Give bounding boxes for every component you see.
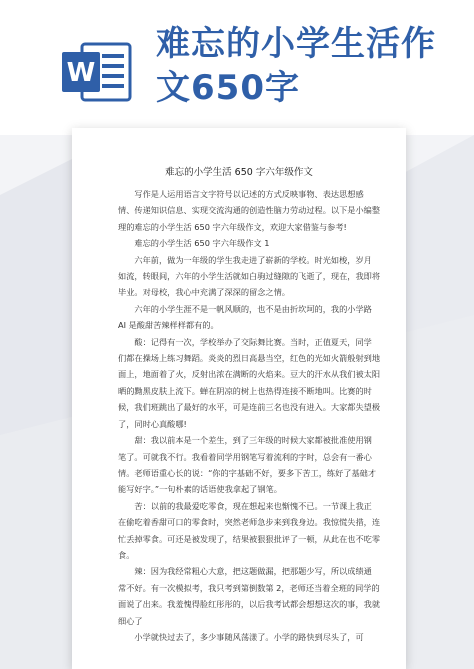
paragraph: 酸：记得有一次，学校举办了交际舞比赛。当时，正值夏天，同学们都在操场上练习舞蹈。炎炎的烈日高悬当空，红色的光如火箭般射到地面上，地面着了火，反射出浓在满断的火焰来。豆大的汗水从我们被太阳晒的黝黑皮肤上流下。蝉在阴凉的树上也热得连接不断地叫。比赛的时候，我们班跳出了最好的水平，可是连前三名也没有进入。大家都失望极了，同时心真酸哪! [118, 336, 381, 429]
document-title: 难忘的小学生活 650 字六年级作文 [165, 167, 313, 178]
header-banner [0, 0, 474, 135]
paragraph: 辣：因为我经常粗心大意，把这题做漏，把那题少写，所以成绩通常不好。有一次模拟考，我只考到第倒数第 2，老师还当着全班的同学的面说了出来。我羞愧得脸红彤彤的，以后我考试都会想想这次的事，我就细心了 [118, 566, 381, 626]
page-title [156, 22, 466, 110]
document-page [72, 128, 406, 669]
paragraph: 甜：我以前本是一个差生，到了三年级的时候大家都被批准使用钢笔了。可就我不行。我看着同学用钢笔写着流利的字时，总会有一番心情。老师语重心长的说：“你的字基础不好，要多下苦工，练好了基础才能写好字。”一句朴素的话语使我拿起了钢笔。 [118, 435, 377, 495]
paragraph: 小学就快过去了，多少事随风荡漾了。小学的路快到尽头了，可 [134, 631, 364, 642]
paragraph: 六年前，做为一年级的学生我走进了崭新的学校。时光如梭，岁月如流，转眼间，六年的小学生活就如白驹过缝隙的飞逝了，现在，我即将毕业。对母校，我心中充满了深深的留念之情。 [118, 254, 381, 298]
word-document-icon [62, 40, 134, 104]
paragraph: 难忘的小学生活 650 字六年级作文 1 [134, 238, 270, 249]
paragraph: 苦：以前的我最爱吃零食，现在想起来也惭愧不已。一节课上我正在偷吃着香甜可口的零食时，突然老师急步来到我身边。我惊慌失措，连忙丢掉零食。可还是被发现了，结果被狠狠批评了一顿，从此在也不吃零食。 [118, 500, 381, 560]
document-body [118, 186, 380, 645]
title-line-1: 难忘的小学生活作 [156, 24, 436, 64]
paragraph: 写作是人运用语言文字符号以记述的方式反映事物、表达思想感情、传递知识信息、实现交流沟通的创造性脑力劳动过程。以下是小编整理的难忘的小学生活 650 字六年级作文，欢迎大家借鉴与参考! [118, 189, 381, 232]
word-letter: W [66, 58, 96, 88]
title-line-2: 文650字 [156, 68, 300, 108]
paragraph: 六年的小学生涯不是一帆风顺的，也不是由折坎坷的，我的小学路 AI 是酸甜苦辣样样都有的。 [118, 303, 372, 331]
